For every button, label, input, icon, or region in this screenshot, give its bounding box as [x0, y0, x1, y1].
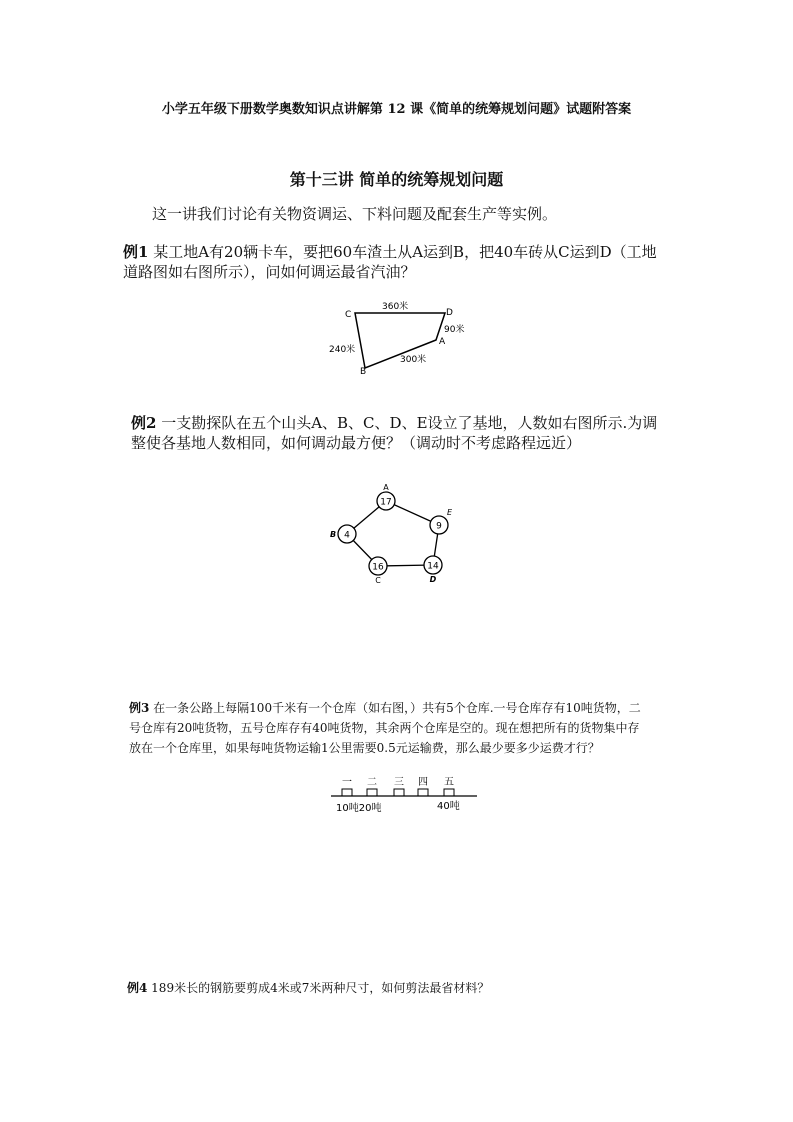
base-d-label: D: [429, 575, 437, 584]
lesson-title: 第十三讲 简单的统筹规划问题: [289, 170, 504, 189]
warehouse-5-weight: 40吨: [437, 801, 460, 812]
warehouse-5-icon: [444, 789, 454, 796]
warehouse-5-number: 五: [444, 777, 454, 788]
point-d-label: D: [446, 308, 453, 318]
road-diagram: [320, 295, 480, 385]
intro-paragraph: 这一讲我们讨论有关物资调运、下料问题及配套生产等实例。: [152, 205, 558, 223]
example-2-text: [131, 413, 657, 453]
segment-ba-length: 300米: [400, 355, 427, 365]
example-3-line-1: 在一条公路上每隔100千米有一个仓库（如右图，）共有5个仓库.一号仓库存有10吨货物，二: [149, 701, 641, 715]
example-2-line-1: 一支勘探队在五个山头A、B、C、D、E设立了基地，人数如右图所示.为调: [156, 414, 658, 432]
example-1-line-1: 某工地A有20辆卡车，要把60车渣土从A运到B，把40车砖从C运到D（工地: [148, 243, 657, 261]
example-3-label: 例3: [129, 701, 150, 715]
point-a-label: A: [439, 337, 446, 347]
base-a-count: 17: [380, 497, 392, 508]
example-4-line: 189米长的钢筋要剪成4米或7米两种尺寸，如何剪法最省材料？: [147, 981, 490, 995]
segment-cd-length: 360米: [382, 302, 409, 312]
example-3-line-2: 号仓库有20吨货物，五号仓库存有40吨货物，其余两个仓库是空的。现在想把所有的货物集中存: [129, 721, 640, 735]
warehouse-1-2-weights: 10吨20吨: [336, 803, 382, 814]
segment-cb-length: 240米: [329, 345, 356, 355]
point-c-label: C: [345, 310, 352, 320]
example-3-text: [129, 698, 641, 758]
example-1-line-2: 道路图如右图所示），问如何调运最省汽油？: [123, 263, 416, 281]
base-b-count: 4: [344, 530, 350, 541]
base-c-count: 16: [372, 562, 384, 573]
example-1-text: [123, 242, 657, 282]
example-1-label: 例1: [123, 243, 149, 261]
base-e-label: E: [447, 508, 453, 517]
warehouse-1-icon: [342, 789, 352, 796]
example-4-label: 例4: [127, 981, 148, 995]
warehouse-3-number: 三: [394, 777, 404, 788]
base-c-label: C: [375, 576, 381, 585]
base-network-diagram: [325, 480, 455, 585]
warehouse-1-number: 一: [342, 777, 352, 788]
warehouse-4-number: 四: [418, 777, 428, 788]
base-b-label: B: [330, 530, 337, 539]
warehouse-4-icon: [418, 789, 428, 796]
base-a-label: A: [383, 483, 389, 492]
base-e-count: 9: [436, 521, 442, 532]
example-4-text: [127, 979, 489, 996]
example-2-line-2: 整使各基地人数相同，如何调动最方便？（调动时不考虑路程远近）: [131, 434, 582, 452]
warehouse-3-icon: [394, 789, 404, 796]
warehouse-2-icon: [367, 789, 377, 796]
segment-da-length: 90米: [444, 325, 465, 335]
warehouse-road-diagram: [325, 770, 485, 820]
example-3-line-3: 放在一个仓库里，如果每吨货物运输1公里需要0.5元运输费，那么最少要多少运费才行？: [129, 741, 600, 755]
warehouse-2-number: 二: [367, 777, 377, 788]
point-b-label: B: [360, 367, 367, 377]
example-2-label: 例2: [131, 414, 157, 432]
base-d-count: 14: [427, 561, 439, 572]
document-title: 小学五年级下册数学奥数知识点讲解第 12 课《简单的统筹规划问题》试题附答案: [161, 102, 632, 117]
